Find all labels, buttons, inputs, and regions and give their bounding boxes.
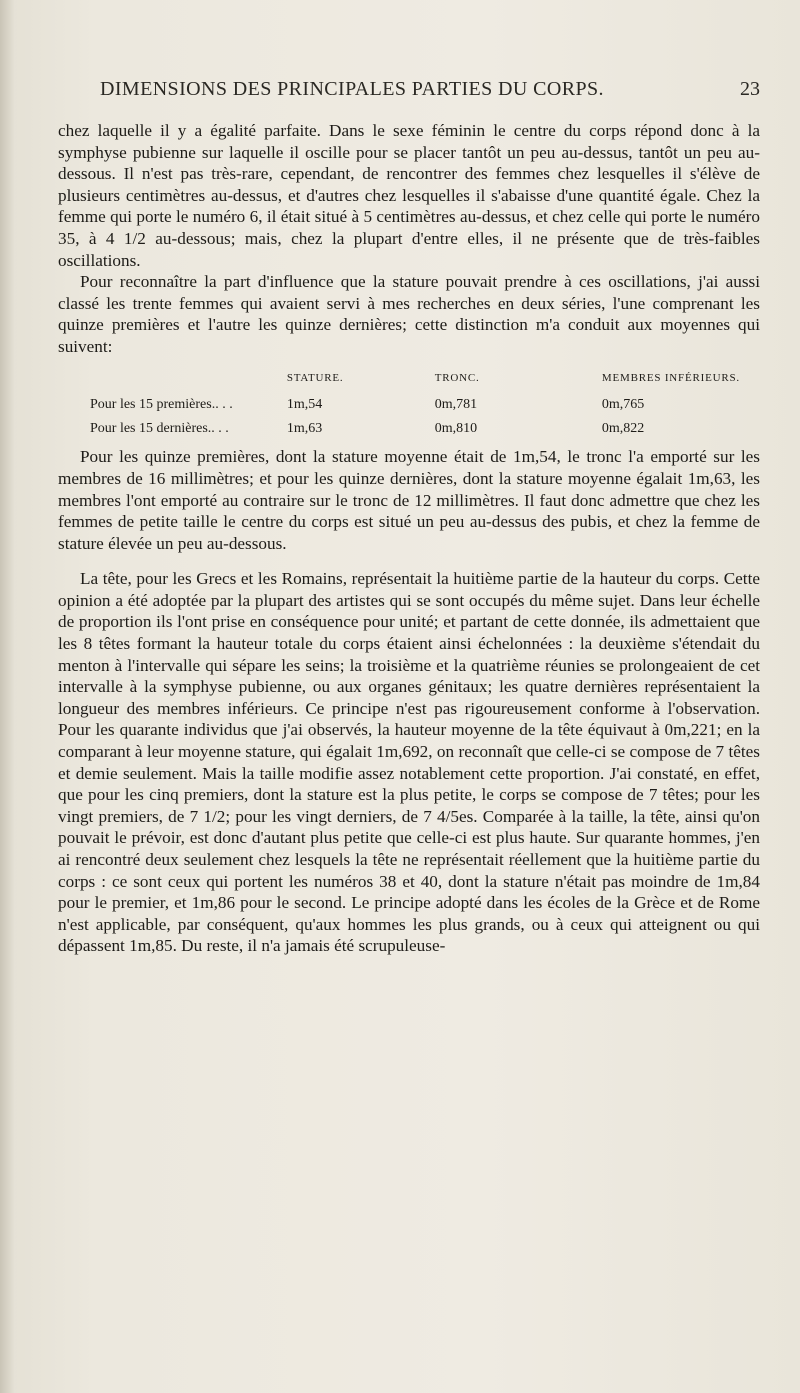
table-cell: 0m,822	[601, 420, 645, 436]
table-cell: 0m,781	[434, 397, 478, 413]
table-row	[90, 417, 760, 441]
table-cell: Pour les 15 dernières.. . .	[90, 420, 229, 436]
running-header	[100, 78, 760, 106]
paragraph: La tête, pour les Grecs et les Romains, représentait la huitième partie de la hauteur du corps. Cette opinion a été adoptée par la plupart des artistes qui se sont occupés du même sujet. Dans leur échelle de proportion ils l'ont prise en conséquence pour unité; et partant de cette donnée, ils admettaient que les 8 têtes formant la hauteur totale du corps étaient ainsi échelonnées : la deuxième s'étendait du menton à l'intervalle qui sépare les seins; la troisième et la quatrième réunies se prolongeaient de cet intervalle à la symphyse pubienne, ou aux organes génitaux; les quatre dernières représentaient la longueur des membres inférieurs. Ce principe n'est pas rigoureusement conforme à l'observation. Pour les quarante individus que j'ai observés, la hauteur moyenne de la tête équivaut à 0m,221; en la comparant à leur moyenne stature, qui égalait 1m,692, on reconnaît que celle-ci se compose de 7 têtes et demie seulement. Mais la taille modifie assez notablement cette proportion. J'ai constaté, en effet, que pour les cinq premiers, dont la stature est la plus petite, le corps se compose de 7 têtes; pour les vingt premiers, de 7 1/2; pour les vingt derniers, de 7 4/5es. Comparée à la taille, la tête, ainsi qu'on pouvait le prévoir, est donc d'autant plus petite que celle-ci est plus haute. Sur quarante hommes, j'en ai rencontré deux seulement chez lesquels la tête ne représentait réellement que la huitième partie du corps : ce sont ceux qui portent les numéros 38 et 40, dont la stature n'était pas moindre de 1m,84 pour le premier, et 1m,86 pour le second. Le principe adopté dans les écoles de la Grèce et de Rome n'est applicable, par conséquent, qu'aux hommes les plus grands, ou à ceux qui atteignent ou qui dépassent 1m,85. Du reste, il n'a jamais été scrupuleuse-	[58, 569, 760, 956]
book-spine-shadow	[0, 0, 14, 1393]
table-cell: 1m,63	[286, 420, 323, 436]
table-header: MEMBRES INFÉRIEURS.	[601, 371, 740, 384]
table-header-row	[90, 368, 760, 394]
table-cell: 1m,54	[286, 397, 323, 413]
paragraph: Pour reconnaître la part d'influence que la stature pouvait prendre à ces oscillations, j'ai aussi classé les trente femmes qui avaient servi à mes recherches en deux séries, l'une comprenant les quinze premières et l'autre les quinze dernières; cette distinction m'a conduit aux moyennes qui suivent:	[58, 272, 760, 356]
running-title: DIMENSIONS DES PRINCIPALES PARTIES DU CORPS.	[100, 78, 604, 100]
table-header: TRONC.	[434, 371, 480, 384]
paragraph: chez laquelle il y a égalité parfaite. Dans le sexe féminin le centre du corps répond donc à la symphyse pubienne sur laquelle il oscille pour se placer tantôt un peu au-dessus, tantôt un peu au-dessous. Il n'est pas très-rare, cependant, de rencontrer des femmes chez lesquelles il s'élève de plusieurs centimètres au-dessus, et d'autres chez lesquelles il s'abaisse d'une quantité égale. Chez la femme qui porte le numéro 6, il était situé à 5 centimètres au-dessus, et chez celle qui porte le numéro 35, à 4 1/2 au-dessous; mais, chez la plupart d'entre elles, il ne présente que de très-faibles oscillations.	[58, 121, 760, 270]
page-number: 23	[740, 78, 760, 100]
table-cell: 0m,810	[434, 420, 478, 436]
paragraph: Pour les quinze premières, dont la stature moyenne était de 1m,54, le tronc l'a emporté sur les membres de 16 millimètres; et pour les quinze dernières, dont la stature moyenne égalait 1m,63, les membres l'ont emporté au contraire sur le tronc de 12 millimètres. Il faut donc admettre que chez les femmes de petite taille le centre du corps est situé un peu au-dessus des pubis, et chez la femme de stature élevée un peu au-dessous.	[58, 447, 760, 553]
table-row	[90, 393, 760, 417]
table-cell: Pour les 15 premières.. . .	[90, 397, 233, 413]
table-header	[90, 368, 287, 394]
table-header: STATURE.	[286, 371, 344, 384]
table-cell: 0m,765	[601, 397, 645, 413]
body-text	[58, 120, 760, 957]
stature-table	[90, 368, 760, 441]
